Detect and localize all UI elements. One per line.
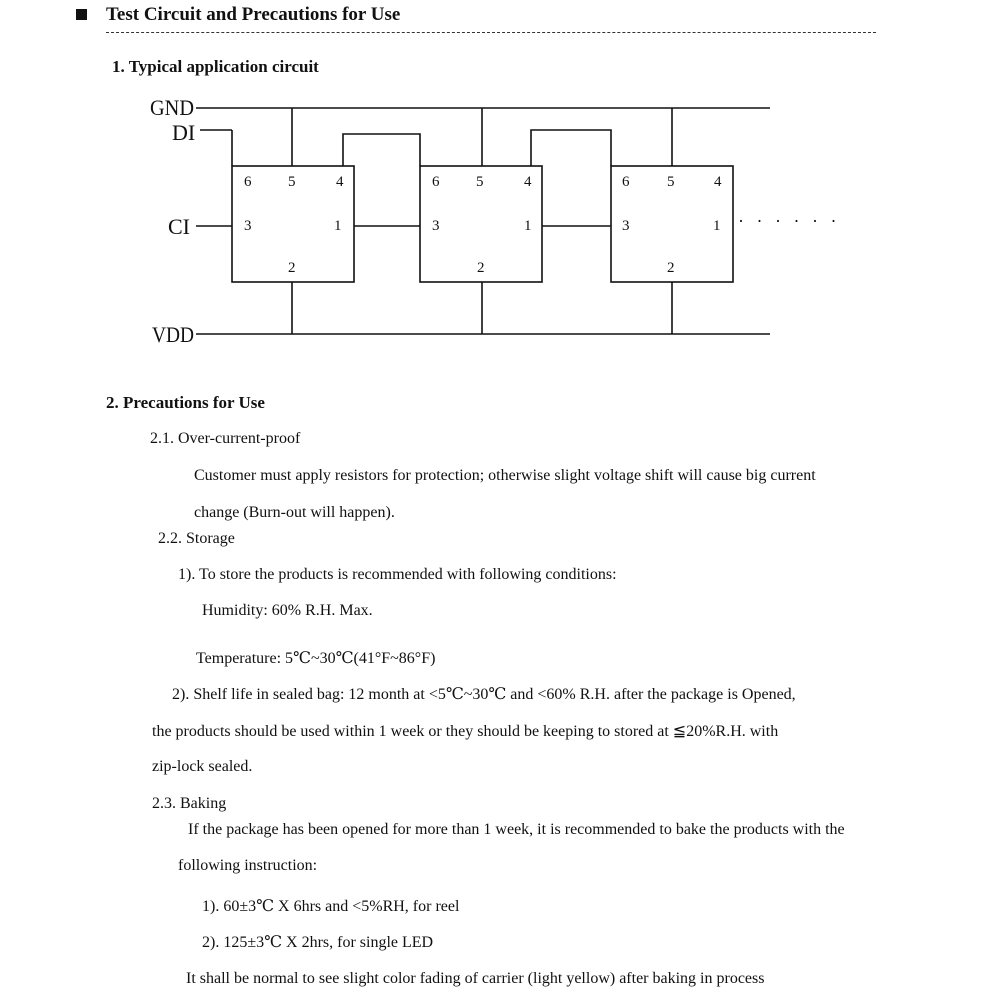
circuit-title: 1. Typical application circuit [112, 57, 319, 76]
chip2-pin-1: 1 [524, 218, 532, 234]
vdd-label: VDD [152, 322, 194, 347]
over-current-line-2: change (Burn-out will happen). [194, 504, 395, 521]
chip3-pin-1: 1 [713, 218, 721, 234]
chip1-pin-5: 5 [288, 174, 296, 190]
chip1-pin-2: 2 [288, 260, 296, 276]
chip2-pin-4: 4 [524, 174, 532, 190]
storage-item-2-line-2: the products should be used within 1 week or they should be keeping to stored at ≦20%R.H. with [152, 723, 779, 740]
di-label: DI [172, 120, 196, 145]
chip3-pin-2: 2 [667, 260, 675, 276]
chip1-data-out [343, 134, 420, 166]
chip2-pin-5: 5 [476, 174, 484, 190]
gnd-label: GND [150, 95, 194, 120]
chip2-pin-2: 2 [477, 260, 485, 276]
chip3-pin-3: 3 [622, 218, 630, 234]
storage-item-1: 1). To store the products is recommended with following conditions: [178, 566, 617, 583]
chip1-pin-1: 1 [334, 218, 342, 234]
baking-note: It shall be normal to see slight color fading of carrier (light yellow) after baking in process [186, 970, 765, 987]
over-current-line-1: Customer must apply resistors for protection; otherwise slight voltage shift will cause big current [194, 467, 816, 484]
chip3-pin-6: 6 [622, 174, 630, 190]
baking-line-2: following instruction: [178, 857, 318, 874]
ci-label: CI [168, 214, 190, 239]
section-heading: Test Circuit and Precautions for Use [106, 4, 401, 25]
chip3-pin-4: 4 [714, 174, 722, 190]
chip1-pin-6: 6 [244, 174, 252, 190]
over-current-title: 2.1. Over-current-proof [150, 430, 301, 447]
baking-title: 2.3. Baking [152, 795, 227, 812]
baking-item-2: 2). 125±3℃ X 2hrs, for single LED [202, 934, 434, 951]
precautions-title: 2. Precautions for Use [106, 393, 265, 412]
baking-line-1: If the package has been opened for more than 1 week, it is recommended to bake the products with the [188, 821, 845, 838]
baking-item-1: 1). 60±3℃ X 6hrs and <5%RH, for reel [202, 898, 460, 915]
storage-item-2-line-3: zip-lock sealed. [152, 758, 253, 775]
continuation-dots: · · · · · · [738, 211, 841, 231]
chip1-pin-4: 4 [336, 174, 344, 190]
chip2-data-out [531, 130, 611, 166]
chip3-pin-5: 5 [667, 174, 675, 190]
storage-title: 2.2. Storage [158, 530, 235, 547]
storage-item-2-line-1: 2). Shelf life in sealed bag: 12 month at <5℃~30℃ and <60% R.H. after the package is Opened, [172, 686, 796, 703]
storage-humidity: Humidity: 60% R.H. Max. [202, 602, 373, 619]
chip1-pin-3: 3 [244, 218, 252, 234]
chip2-pin-6: 6 [432, 174, 440, 190]
chip2-pin-3: 3 [432, 218, 440, 234]
storage-temperature: Temperature: 5℃~30℃(41°F~86°F) [196, 650, 436, 667]
